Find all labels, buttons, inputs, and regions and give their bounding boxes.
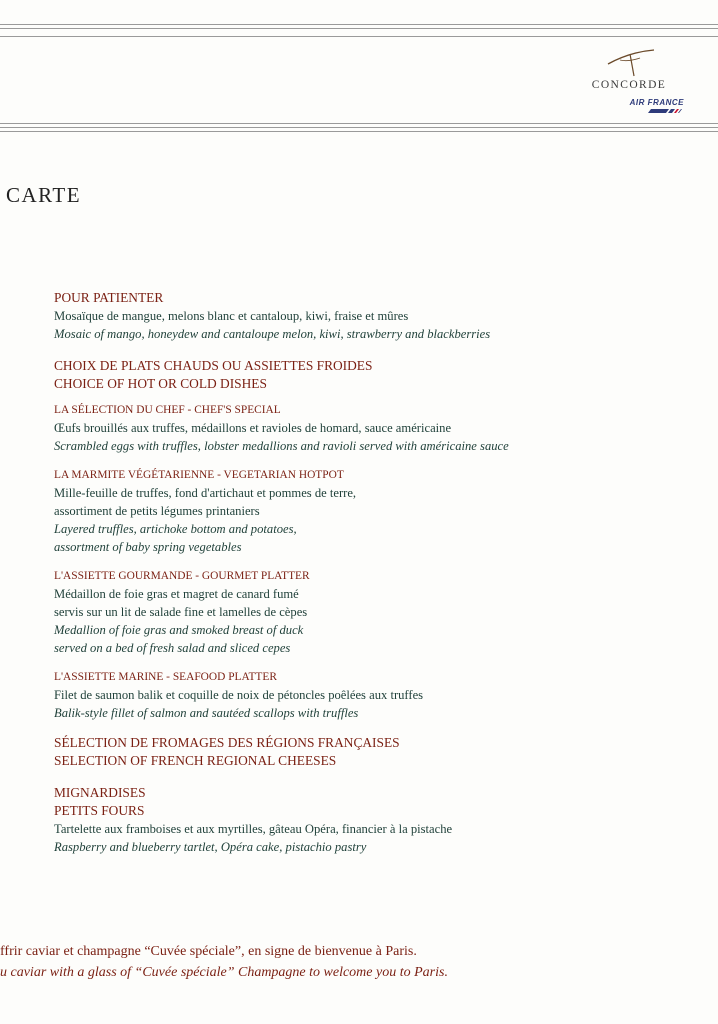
mains-heading-fr: CHOIX DE PLATS CHAUDS OU ASSIETTES FROIDES: [54, 358, 373, 373]
menu-item: [54, 467, 694, 556]
menu-item: [54, 669, 694, 722]
menu-item-en: Layered truffles, artichoke bottom and potatoes,: [54, 522, 297, 536]
cheese-section: [54, 734, 694, 770]
menu-item-en: Balik-style fillet of salmon and sautéed scallops with truffles: [54, 706, 359, 720]
menu-item-label: LA SÉLECTION DU CHEF - CHEF'S SPECIAL: [54, 404, 281, 416]
air-france-stripes-icon: [646, 108, 684, 114]
cheese-heading-fr: SÉLECTION DE FROMAGES DES RÉGIONS FRANÇAISES: [54, 735, 400, 750]
menu-item-en: Medallion of foie gras and smoked breast of duck: [54, 623, 304, 637]
dessert-section: [54, 784, 694, 856]
dessert-heading-en: PETITS FOURS: [54, 803, 145, 818]
header-rule-bottom-3: [0, 131, 718, 132]
menu-item-fr: Mille-feuille de truffes, fond d'artichaut et pommes de terre,: [54, 486, 357, 500]
mains-section: [54, 357, 694, 722]
menu-item-label: L'ASSIETTE MARINE - SEAFOOD PLATTER: [54, 671, 277, 683]
menu-item-label: LA MARMITE VÉGÉTARIENNE - VEGETARIAN HOTPOT: [54, 469, 344, 481]
page-title: CARTE: [6, 183, 82, 207]
concorde-aircraft-icon: [606, 46, 656, 78]
menu-item-en: assortment of baby spring vegetables: [54, 540, 242, 554]
header-rule-top: [0, 24, 718, 25]
menu-item-fr: Filet de saumon balik et coquille de noix de pétoncles poêlées aux truffes: [54, 688, 424, 702]
menu-item: [54, 402, 694, 455]
menu-item-en: served on a bed of fresh salad and sliced cepes: [54, 641, 291, 655]
header-rule-top-2: [0, 28, 718, 29]
starter-section: [54, 289, 694, 343]
menu-body: [54, 289, 694, 870]
starter-description-en: Mosaic of mango, honeydew and cantaloupe melon, kiwi, strawberry and blackberries: [54, 327, 491, 341]
menu-item-fr: Œufs brouillés aux truffes, médaillons et ravioles de homard, sauce américaine: [54, 421, 452, 435]
menu-item-fr: assortiment de petits légumes printaniers: [54, 504, 260, 518]
menu-item-label: L'ASSIETTE GOURMANDE - GOURMET PLATTER: [54, 570, 310, 582]
menu-item: [54, 568, 694, 657]
starter-description-fr: Mosaïque de mangue, melons blanc et cantaloup, kiwi, fraise et mûres: [54, 309, 409, 323]
dessert-heading-fr: MIGNARDISES: [54, 785, 146, 800]
dessert-description-fr: Tartelette aux framboises et aux myrtilles, gâteau Opéra, financier à la pistache: [54, 822, 453, 836]
dessert-description-en: Raspberry and blueberry tartlet, Opéra cake, pistachio pastry: [54, 840, 367, 854]
header-rule-top-3: [0, 36, 718, 37]
header-rule-bottom: [0, 123, 718, 124]
menu-item-fr: Médaillon de foie gras et magret de canard fumé: [54, 587, 299, 601]
welcome-note-fr: ffrir caviar et champagne “Cuvée spéciale”, en signe de bienvenue à Paris.: [0, 944, 417, 959]
welcome-note: [0, 941, 718, 983]
welcome-note-en: u caviar with a glass of “Cuvée spéciale” Champagne to welcome you to Paris.: [0, 965, 448, 980]
menu-item-en: Scrambled eggs with truffles, lobster medallions and ravioli served with américaine sauce: [54, 439, 509, 453]
cheese-heading-en: SELECTION OF FRENCH REGIONAL CHEESES: [54, 753, 337, 768]
concorde-logo: [560, 46, 700, 122]
mains-heading-en: CHOICE OF HOT OR COLD DISHES: [54, 376, 267, 391]
header-rule-bottom-2: [0, 127, 718, 128]
concorde-wordmark: CONCORDE: [591, 79, 667, 91]
menu-item-fr: servis sur un lit de salade fine et lamelles de cèpes: [54, 605, 308, 619]
starter-heading: POUR PATIENTER: [54, 290, 164, 305]
air-france-wordmark: AIR FRANCE: [629, 98, 684, 107]
